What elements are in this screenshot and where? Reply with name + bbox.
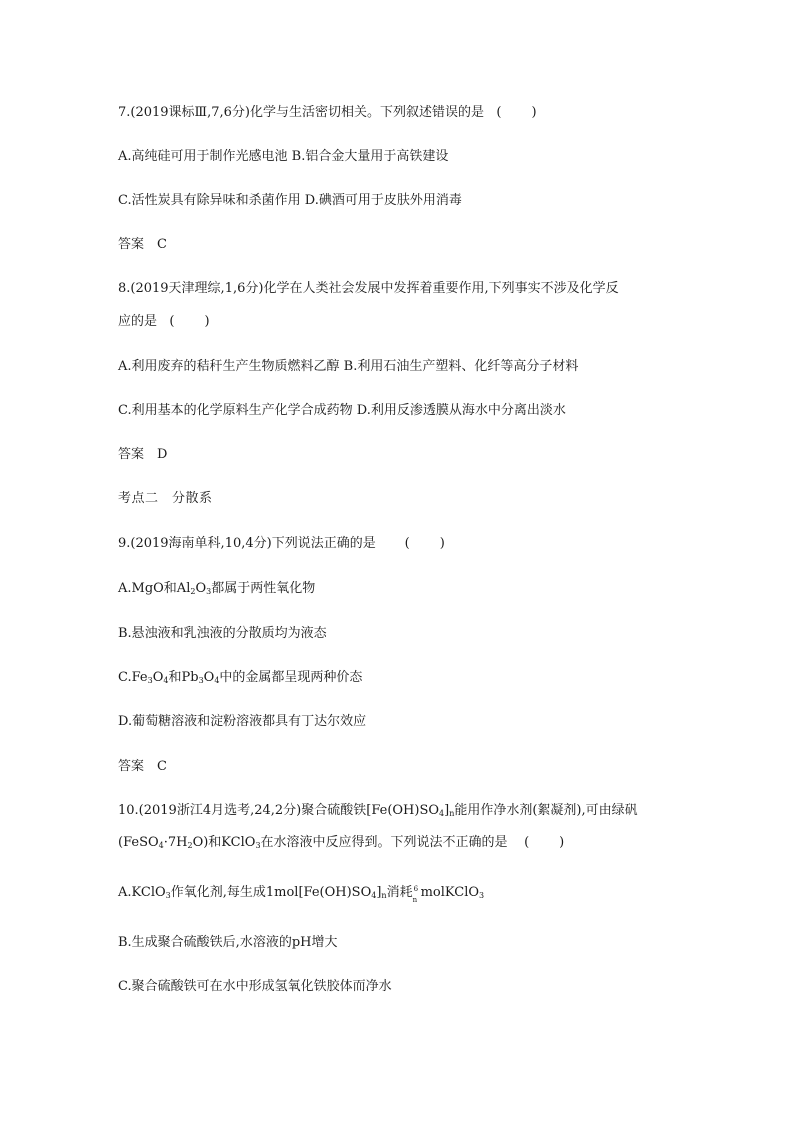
q9-option-a-text: O	[195, 581, 207, 596]
q9-option-a	[118, 580, 315, 598]
subscript: 3	[147, 676, 153, 685]
q10-answer-paren-close: )	[559, 835, 565, 850]
q7-answer: 答案 C	[118, 237, 167, 252]
subscript: 2	[190, 587, 196, 596]
q10-option-a-text: A.KClO	[118, 885, 166, 900]
q10-stem-text: ]	[444, 803, 450, 818]
q9-answer-paren-close: )	[439, 536, 445, 551]
q9-option-c-text: 和Pb	[168, 670, 199, 685]
subscript: n	[449, 809, 455, 818]
q10-option-a	[118, 884, 484, 902]
fraction-denominator: n	[412, 896, 418, 904]
q7-options-ab: A.高纯硅可用于制作光感电池 B.铝合金大量用于高铁建设	[118, 149, 449, 164]
q9-option-a-text: 都属于两性氧化物	[211, 581, 316, 596]
subscript: 2	[187, 841, 193, 850]
q9-option-d: D.葡萄糖溶液和淀粉溶液都具有丁达尔效应	[118, 714, 367, 729]
q7-stem	[118, 104, 537, 122]
q9-option-c-text: 中的金属都呈现两种价态	[219, 670, 363, 685]
subscript: 4	[158, 841, 164, 850]
q10-option-a-text: molKClO	[420, 885, 480, 900]
q7-stem-text: 7.(2019课标Ⅲ,7,6分)化学与生活密切相关。下列叙述错误的是	[118, 105, 484, 120]
q9-option-b: B.悬浊液和乳浊液的分散质均为液态	[118, 626, 327, 641]
q8-stem-line1: 8.(2019天津理综,1,6分)化学在人类社会发展中发挥着重要作用,下列事实不涉及化学反	[118, 281, 619, 296]
subscript: n	[381, 891, 387, 900]
q9-answer-paren-open: (	[404, 536, 410, 551]
q8-stem-line2-text: 应的是	[118, 314, 158, 329]
q10-option-c: C.聚合硫酸铁可在水中形成氢氧化铁胶体而净水	[118, 979, 392, 994]
subscript: 4	[163, 676, 169, 685]
q10-stem-text: 在水溶液中反应得到。下列说法不正确的是	[260, 835, 508, 850]
q7-answer-paren-open: (	[496, 105, 502, 120]
q9-stem	[118, 535, 445, 553]
q10-stem-line2	[118, 834, 564, 852]
subscript: 4	[439, 809, 445, 818]
q9-answer: 答案 C	[118, 759, 167, 774]
q10-option-a-text: 消耗	[386, 885, 413, 900]
q9-option-c-text: O	[203, 670, 215, 685]
q7-options-cd: C.活性炭具有除异味和杀菌作用 D.碘酒可用于皮肤外用消毒	[118, 193, 462, 208]
q9-option-c-text: O	[152, 670, 164, 685]
q7-answer-paren-close: )	[531, 105, 537, 120]
q8-answer-paren-close: )	[204, 314, 210, 329]
q10-stem-text: 能用作净水剂(絮凝剂),可由绿矾	[454, 803, 638, 818]
q9-option-c-text: C.Fe	[118, 670, 148, 685]
q10-option-a-text: 作氧化剂,每生成1mol[Fe(OH)SO	[170, 885, 372, 900]
q8-options-cd: C.利用基本的化学原料生产化学合成药物 D.利用反渗透膜从海水中分离出淡水	[118, 403, 566, 418]
q10-stem-line1	[118, 802, 638, 820]
q8-answer-paren-open: (	[169, 314, 175, 329]
q8-options-ab: A.利用废弃的秸秆生产生物质燃料乙醇 B.利用石油生产塑料、化纤等高分子材料	[118, 359, 579, 374]
fraction	[412, 885, 421, 904]
q10-stem-text: (FeSO	[118, 835, 159, 850]
section-heading: 考点二 分散系	[118, 491, 213, 506]
fraction-numerator: 6	[413, 885, 419, 893]
subscript: 3	[198, 676, 204, 685]
q10-answer-paren-open: (	[524, 835, 530, 850]
q10-option-b: B.生成聚合硫酸铁后,水溶液的pH增大	[118, 935, 338, 950]
q10-stem-text: ·7H	[163, 835, 188, 850]
subscript: 3	[479, 891, 485, 900]
q9-option-c	[118, 669, 362, 687]
subscript: 4	[214, 676, 220, 685]
subscript: 3	[206, 587, 212, 596]
q10-option-a-text: ]	[376, 885, 382, 900]
subscript: 3	[255, 841, 261, 850]
q9-option-a-text: A.MgO和Al	[118, 581, 191, 596]
q10-stem-text: 10.(2019浙江4月选考,24,2分)聚合硫酸铁[Fe(OH)SO	[118, 803, 440, 818]
q9-stem-text: 9.(2019海南单科,10,4分)下列说法正确的是	[118, 536, 376, 551]
q8-answer: 答案 D	[118, 447, 168, 462]
subscript: 3	[165, 891, 171, 900]
q8-stem-line2	[118, 313, 210, 331]
q10-stem-text: O)和KClO	[192, 835, 256, 850]
subscript: 4	[371, 891, 377, 900]
